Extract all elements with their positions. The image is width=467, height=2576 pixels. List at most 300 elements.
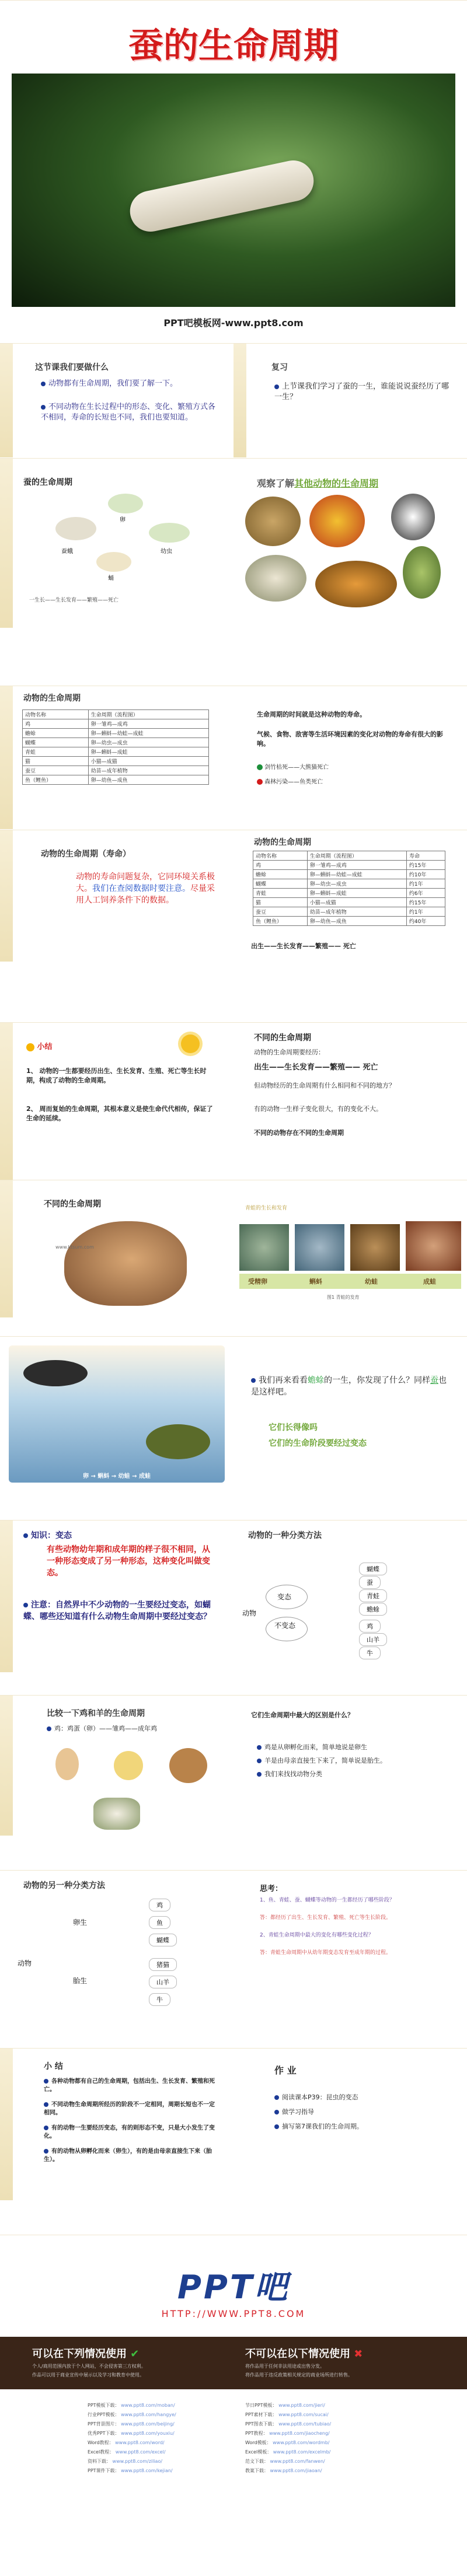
hen-photo <box>169 1748 207 1783</box>
bullet <box>257 1742 367 1752</box>
link-url[interactable]: www.ppt8.com/youxiu/ <box>121 2431 175 2436</box>
table-row <box>23 766 209 775</box>
stage-label: 成蛙 <box>139 1473 151 1480</box>
link-row <box>88 2420 234 2429</box>
sun-icon <box>181 1034 200 1053</box>
line: 动物的生命周期要经历： <box>254 1048 325 1056</box>
example-text: 剑竹枯死——大熊猫死亡 <box>264 764 329 771</box>
bullet-text: 各种动物都有自己的生命周期，包括出生、生长发育、繁殖和死亡。 <box>44 2078 215 2093</box>
figure-note: 图1 青蛙的发育 <box>327 1295 360 1300</box>
slide-title <box>257 476 378 490</box>
link-url[interactable]: www.ppt8.com/kejian/ <box>121 2468 173 2473</box>
slide-cycle-table-lifespan <box>234 830 467 962</box>
decor-strip <box>0 344 13 457</box>
link-row <box>88 2410 234 2420</box>
cycle-footer: 一生长——生长发育——繁殖——死亡 <box>29 597 119 603</box>
link-label: 行业PPT模板： <box>88 2412 120 2417</box>
example-text: 森林污染——鱼类死亡 <box>264 779 323 785</box>
bullet <box>44 2148 219 2164</box>
tree-branch: 卵生 <box>73 1918 88 1927</box>
decor-strip <box>0 686 13 829</box>
slide-lifespan-note <box>0 830 234 962</box>
table-cell: 蟾蜍 <box>253 870 308 879</box>
table-header: 寿命 <box>406 851 445 861</box>
link-url[interactable]: www.ppt8.com/excelmb/ <box>273 2449 331 2455</box>
line: 有的动物一生样子变化很大，有的变化不大。 <box>254 1105 382 1113</box>
bullet-text: 摘写第7课我们的生命周期。 <box>282 2123 363 2130</box>
slide-title: 动物的生命周期（寿命） <box>41 850 131 859</box>
link-url[interactable]: www.ppt8.com/sucai/ <box>278 2412 329 2417</box>
stage-label: 蝌蚪 <box>97 1473 110 1480</box>
stage-photo <box>406 1221 461 1271</box>
table-row <box>253 917 445 926</box>
table-cell: 约1年 <box>406 907 445 917</box>
tree-leaf: 牛 <box>149 1993 170 2006</box>
table-cell: 青蛙 <box>253 889 308 898</box>
note-body <box>76 871 216 906</box>
slide-review <box>234 343 467 457</box>
decor-strip <box>0 1023 13 1180</box>
slide-toad-question <box>234 1336 467 1491</box>
cycle-label: 幼虫 <box>161 548 172 555</box>
chick-photo <box>114 1751 143 1780</box>
table-cell: 蚕豆 <box>23 766 89 775</box>
note-text-red: 尽量采用人工饲养条件下的数据。 <box>76 884 215 905</box>
allowed-line: 个人/商用范围内放于个人网站，不会侵害第三方权利。 <box>32 2364 146 2369</box>
slide-title: 蚕的生命周期 <box>23 478 72 487</box>
link-row <box>88 2457 234 2466</box>
table-row <box>253 879 445 889</box>
stage-label: 幼蛙 <box>118 1473 130 1480</box>
link-label: Word教程： <box>88 2440 114 2445</box>
link-label: PPT教程： <box>245 2431 268 2436</box>
table-header: 动物名称 <box>253 851 308 861</box>
stage-photo <box>350 1224 400 1271</box>
link-row <box>88 2466 234 2476</box>
cycle-node-egg <box>108 494 143 513</box>
table-cell: 约15年 <box>406 898 445 907</box>
tree-branch: 变态 <box>277 1593 292 1601</box>
link-list-right <box>245 2401 391 2476</box>
ppt8-url[interactable]: HTTP://WWW.PPT8.COM <box>161 2308 306 2319</box>
link-url[interactable]: www.ppt8.com/wordmb/ <box>273 2440 330 2445</box>
bullet-text: 我们来找找动物分类 <box>264 1770 322 1778</box>
stage-caption: 蝌蚪 <box>309 1278 322 1285</box>
slide-frog-illustration <box>0 1336 234 1491</box>
link-label: PPT课件下载： <box>88 2468 120 2473</box>
link-label: PPT背景图片： <box>88 2421 120 2427</box>
bullet-text: 不同动物生命周期所经历的阶段不一定相同，周期长短也不一定相同。 <box>44 2102 215 2116</box>
link-row <box>88 2429 234 2438</box>
decor-strip <box>0 1696 13 1836</box>
bullet-text: 上节课我们学习了蚕的一生，谁能说说蚕经历了哪一生？ <box>274 382 449 401</box>
cycle-diagram <box>55 494 190 581</box>
ad-banner <box>0 2235 467 2337</box>
link-row <box>245 2420 391 2429</box>
link-row <box>88 2438 234 2448</box>
answer: 它们的生命阶段要经过变态 <box>269 1439 367 1448</box>
bullet-text: 阅读课本P39：昆虫的变态 <box>282 2093 358 2101</box>
link-label: PPT图表下载： <box>245 2421 277 2427</box>
stage-caption: 幼蛙 <box>365 1278 378 1285</box>
decor-strip <box>0 2049 13 2200</box>
tree-leaf: 牛 <box>359 1647 381 1659</box>
title-prefix: 观察了解 <box>257 478 295 489</box>
question-text: 我们再来看看 <box>259 1376 308 1385</box>
table-row <box>23 747 209 757</box>
tree-leaf: 蟾蜍 <box>359 1603 387 1616</box>
table-row <box>23 719 209 729</box>
cycle-node-larva <box>149 523 190 543</box>
slide-title: 动物的另一种分类方法 <box>23 1881 105 1890</box>
table-cell: 蚕豆 <box>253 907 308 917</box>
table-cell: 鱼（鲤鱼） <box>253 917 308 926</box>
table-cell: 小猫—成猫 <box>307 898 406 907</box>
bullet <box>44 2078 219 2094</box>
bullet <box>274 2092 358 2102</box>
animal-photo-flower <box>309 495 365 547</box>
table-cell: 卵—蝌蚪—成蛙 <box>307 889 406 898</box>
slide-title: 比较一下鸡和羊的生命周期 <box>47 1709 145 1718</box>
bullet <box>44 2124 219 2141</box>
link-url[interactable]: www.ppt8.com/tubiao/ <box>278 2421 332 2427</box>
decor-strip <box>234 344 246 457</box>
table-cell: 鸡 <box>23 719 89 729</box>
slide-title: 作 业 <box>274 2065 297 2076</box>
stage-photo <box>239 1224 289 1271</box>
table-cell: 约40年 <box>406 917 445 926</box>
answer: 答：都经历了出生、生长发育、繁殖、死亡等生长阶段。 <box>260 1915 392 1921</box>
summary-item: 1、 动物的一生都要经历出生、生长发育、生殖、死亡等生长时期，构成了动物的生命周期。 <box>26 1067 207 1084</box>
link-label: PPT素材下载： <box>245 2412 277 2417</box>
line: 出生——生长发育——繁殖—— 死亡 <box>254 1063 378 1072</box>
table-cell: 卵一雏鸡—成鸡 <box>307 861 406 870</box>
cycle-node-moth <box>55 517 96 540</box>
slide-difference <box>234 1695 467 1836</box>
stage-caption: 成蛙 <box>423 1278 436 1285</box>
tree-root: 动物 <box>242 1609 257 1617</box>
slide-title: 青蛙的生长和发育 <box>245 1205 288 1211</box>
slide-metamorphosis <box>0 1520 234 1672</box>
link-row <box>88 2401 234 2410</box>
table-header-row <box>23 710 209 719</box>
answer: 它们长得像吗 <box>269 1423 318 1432</box>
slide-lesson-goals <box>0 343 234 457</box>
allowed-title-text: 可以在下列情况使用 <box>32 2348 127 2360</box>
slide-summary-1 <box>0 1022 234 1180</box>
note-text-red: 动物的寿命问题复杂，它同环境关系极大。 <box>76 872 215 893</box>
license-footer <box>0 2337 467 2512</box>
slide-homework <box>234 2048 467 2200</box>
cycle-footer: 出生——生长发育——繁殖—— 死亡 <box>251 942 356 950</box>
denied-line: 将作品用于任何非法用途或出售分发。 <box>245 2364 325 2369</box>
slide-title: 复习 <box>271 363 288 372</box>
link-url[interactable]: www.ppt8.com/jiaoan/ <box>270 2468 322 2473</box>
tree-leaf: 猪猫 <box>149 1958 177 1971</box>
table-cell: 约10年 <box>406 870 445 879</box>
table-row <box>253 870 445 879</box>
link-row <box>245 2429 391 2438</box>
frog-egg-mass <box>23 1360 88 1386</box>
bullet-text: 动物都有生命周期，我们要了解一下。 <box>48 379 178 388</box>
lifespan-table <box>253 851 445 926</box>
table-row <box>253 898 445 907</box>
decor-strip <box>0 1521 13 1672</box>
table-cell: 卵—幼鱼—成鱼 <box>307 917 406 926</box>
bullet <box>47 1724 157 1733</box>
question <box>251 1375 449 1398</box>
table-cell: 卵—幼虫—成虫 <box>88 738 208 747</box>
question-text: 也是这样吧。 <box>251 1376 447 1397</box>
note-text: 注意：自然界中不少动物的一生要经过变态，如蝴蝶、哪些还知道有什么动物生命周期中要经过变态？ <box>23 1600 211 1621</box>
slide-cycle-table <box>0 686 234 829</box>
table-cell: 约1年 <box>406 879 445 889</box>
animal-photo-sheep <box>245 555 306 602</box>
table-cell: 蟾蜍 <box>23 729 89 738</box>
slide-classification-1 <box>234 1520 467 1672</box>
cover-title: 蚕的生命周期 <box>128 26 339 67</box>
summary-item: 2、 周而复始的生命周期，其根本意义是使生命代代相传，保证了生命的延续。 <box>26 1105 213 1122</box>
link-url[interactable]: www.ppt8.com/word/ <box>115 2440 165 2445</box>
slide-different-cycles <box>234 1022 467 1180</box>
line: 不同的动物存在不同的生命周期 <box>254 1129 344 1137</box>
tree-leaf: 鸡 <box>149 1899 170 1911</box>
animal-photo-birds <box>245 497 301 546</box>
slide-title: 这节课我们要做什么 <box>35 363 109 372</box>
question: 1、鱼、青蛙、蚕、蝴蝶等动物的一生都经历了哪些阶段？ <box>260 1897 395 1903</box>
allowed-line: 作品可以用于商业宣传中展示以及学习和教育中使用。 <box>32 2372 144 2378</box>
note-text-blue: 我们在查阅数据时要注意。 <box>92 884 190 893</box>
allowed-title <box>32 2346 139 2361</box>
bullet-text: 鸡是从卵孵化而来，简单地说是卵生 <box>264 1743 367 1751</box>
bullet <box>41 379 222 389</box>
bullet-icon <box>257 764 263 770</box>
slide-thinking <box>234 1870 467 2022</box>
table-cell: 卵—蝌蚪—幼蛙—成蛙 <box>307 870 406 879</box>
bullet <box>274 382 449 403</box>
link-label: 节日PPT模板： <box>245 2403 277 2408</box>
tree-leaf: 蚕 <box>359 1576 381 1589</box>
link-url[interactable]: www.ppt8.com/fanwen/ <box>270 2459 325 2464</box>
example-line <box>257 762 329 771</box>
note <box>23 1599 216 1623</box>
table-cell: 幼苗—成年植物 <box>307 907 406 917</box>
question-highlight: 蟾蜍 <box>308 1376 324 1385</box>
stage-caption: 受精卵 <box>248 1278 267 1285</box>
cover-slide <box>0 0 467 342</box>
slide-other-animals <box>234 458 467 628</box>
definition: 有些动物幼年期和成年期的样子很不相同，从一种形态变成了另一种形态，这种变化叫做变态。 <box>47 1545 210 1578</box>
link-row <box>88 2448 234 2457</box>
cover-site: PPT吧模板网-www.ppt8.com <box>163 317 304 328</box>
table-row <box>23 738 209 747</box>
table-cell: 约6年 <box>406 889 445 898</box>
cycle-label: 蚕蛾 <box>61 548 73 555</box>
link-row <box>245 2401 391 2410</box>
tree-leaf: 鱼 <box>149 1916 170 1929</box>
decor-strip <box>0 830 13 962</box>
link-url[interactable]: www.ppt8.com/beijing/ <box>121 2421 175 2427</box>
slide-title-text: 知识：变态 <box>31 1531 72 1540</box>
egg-photo <box>55 1748 79 1780</box>
slide-title: 它们生命周期中最大的区别是什么？ <box>251 1711 354 1719</box>
sheep-photo <box>93 1798 140 1830</box>
question-text: 的一生，你发现了什么？同样 <box>324 1376 430 1385</box>
table-cell: 蝴蝶 <box>253 879 308 889</box>
bullet-icon <box>257 779 263 785</box>
bullet-text: 有的动物从卵孵化而来（卵生），有的是由母亲直接生下来（胎生）。 <box>44 2148 212 2163</box>
link-label: 教案下载： <box>245 2468 269 2473</box>
link-row <box>245 2457 391 2466</box>
link-list-left <box>88 2401 234 2476</box>
table-cell: 幼苗—成年植物 <box>88 766 208 775</box>
bullet-text: 鸡：鸡蛋（卵）——雏鸡——成年鸡 <box>54 1725 157 1732</box>
question-link[interactable]: 蚕 <box>430 1376 438 1385</box>
slide-title: 小 结 <box>44 2062 63 2071</box>
frog-photo <box>64 1221 187 1306</box>
photo-caption: www.ktsum.com <box>55 1245 94 1250</box>
table-cell: 蝴蝶 <box>23 738 89 747</box>
decor-strip <box>0 459 13 628</box>
link-url[interactable]: www.ppt8.com/jiaocheng/ <box>269 2431 330 2436</box>
line: 但动物经历的生命周期有什么相同和不同的地方？ <box>254 1082 395 1089</box>
animal-photo-bird <box>403 546 441 599</box>
slide-summary-2 <box>0 2048 234 2200</box>
bullet <box>44 2101 219 2117</box>
slide-frog-photo <box>0 1180 234 1317</box>
summary-badge <box>26 1040 53 1051</box>
link-url[interactable]: www.ppt8.com/jieri/ <box>278 2403 325 2408</box>
slide-title: 动物的一种分类方法 <box>248 1531 322 1540</box>
slide-title: 思考： <box>260 1885 283 1893</box>
slide-title: 不同的生命周期 <box>254 1033 311 1043</box>
title-link[interactable]: 其他动物的生命周期 <box>294 478 379 489</box>
slide-title: 动物的生命周期 <box>23 694 81 703</box>
table-cell: 卵—蝌蚪—幼蛙—成蛙 <box>88 729 208 738</box>
cross-icon: ✖ <box>354 2348 363 2360</box>
table-row <box>23 757 209 766</box>
link-row <box>245 2410 391 2420</box>
stage-label: 卵 <box>82 1473 89 1480</box>
link-url[interactable]: www.ppt8.com/moban/ <box>121 2403 175 2408</box>
table-cell: 青蛙 <box>23 747 89 757</box>
link-row <box>245 2448 391 2457</box>
slide-silkworm-cycle <box>0 458 234 628</box>
link-label: 范文下载： <box>245 2459 269 2464</box>
tree-root: 动物 <box>18 1959 32 1967</box>
table-cell: 卵一雏鸡—成鸡 <box>88 719 208 729</box>
table-cell: 卵—幼鱼—成鱼 <box>88 775 208 785</box>
animal-photo-panda <box>391 494 435 540</box>
link-label: PPT模板下载： <box>88 2403 120 2408</box>
bullet <box>257 1769 322 1778</box>
denied-line: 将作品用于违反政策相关规定的商业场所进行转售。 <box>245 2372 353 2378</box>
bullet <box>274 2121 363 2131</box>
link-row <box>245 2438 391 2448</box>
decor-strip <box>0 1180 13 1317</box>
slide-compare <box>0 1695 234 1836</box>
denied-title <box>245 2346 363 2361</box>
stage-flow: 卵 → 蝌蚪 → 幼蛙 → 成蛙 <box>82 1473 151 1480</box>
link-url[interactable]: www.ppt8.com/hangye/ <box>121 2412 176 2417</box>
table-header-row <box>253 851 445 861</box>
slide-lifespan <box>234 686 467 829</box>
bullet <box>41 402 222 423</box>
table-row <box>253 889 445 898</box>
bullet <box>274 2107 314 2116</box>
slide-title: 动物的生命周期 <box>254 838 311 847</box>
tree-leaf: 山羊 <box>149 1976 177 1988</box>
table-row <box>253 861 445 870</box>
tree-leaf: 鸡 <box>359 1620 381 1633</box>
table-cell: 猫 <box>23 757 89 766</box>
tree-branch: 不变态 <box>274 1621 296 1630</box>
bullet-text: 羊是由母亲直接生下来了，简单说是胎生。 <box>264 1757 386 1764</box>
cycle-label: 蛹 <box>108 575 114 582</box>
bullet-text: 有的动物一生要经历变态，有的则形态不变，只是大小发生了变化。 <box>44 2125 215 2140</box>
denied-title-text: 不可以在以下情况使用 <box>245 2348 350 2360</box>
frog-adult <box>146 1424 210 1459</box>
slide-title: 不同的生命周期 <box>44 1200 101 1209</box>
bullet-text: 不同动物在生长过程中的形态、变化、繁殖方式各不相同，寿命的长短也不同，我们也要知道。 <box>41 403 216 422</box>
stage-photo <box>295 1224 344 1271</box>
example-line <box>257 777 323 785</box>
link-label: 优秀PPT下载： <box>88 2431 120 2436</box>
cycle-label: 卵 <box>120 517 126 523</box>
table-cell: 鱼（鲤鱼） <box>23 775 89 785</box>
tree-leaf: 蝴蝶 <box>359 1563 387 1575</box>
link-label: 资料下载： <box>88 2459 111 2464</box>
tree-leaf: 蝴蝶 <box>149 1934 177 1946</box>
line: 生命周期的时间就是这种动物的寿命。 <box>257 711 366 718</box>
slide-title <box>23 1529 72 1541</box>
link-url[interactable]: www.ppt8.com/ziliao/ <box>112 2459 163 2464</box>
star-icon <box>26 1043 34 1051</box>
tree-leaf: 山羊 <box>359 1633 387 1646</box>
table-row <box>253 907 445 917</box>
table-row <box>23 729 209 738</box>
line: 气候、食物、敌害等生活环境因素的变化对动物的寿命有很大的影响。 <box>257 730 443 747</box>
link-url[interactable]: www.ppt8.com/excel/ <box>115 2449 166 2455</box>
table-cell: 小猫—成猫 <box>88 757 208 766</box>
ppt8-logo[interactable]: PPT吧 <box>177 2269 290 2306</box>
check-icon: ✔ <box>130 2348 140 2360</box>
cycle-node-pupa <box>96 552 131 572</box>
table-cell: 鸡 <box>253 861 308 870</box>
table-header: 动物名称 <box>23 710 89 719</box>
table-cell: 卵—幼虫—成虫 <box>307 879 406 889</box>
table-cell: 猫 <box>253 898 308 907</box>
bullet-text: 做学习指导 <box>282 2108 314 2116</box>
link-row <box>245 2466 391 2476</box>
table-cell: 约15年 <box>406 861 445 870</box>
answer: 答：青蛙生命周期中从幼年期变态发育至成年期的过程。 <box>260 1950 392 1956</box>
link-label: Excel模板： <box>245 2449 272 2455</box>
slide-frog-development <box>234 1180 467 1317</box>
cycle-table <box>22 709 209 785</box>
bullet <box>257 1756 386 1765</box>
summary-title: 小结 <box>37 1043 53 1051</box>
table-row <box>23 775 209 785</box>
animal-photo-tiger <box>315 561 397 607</box>
slide-classification-2 <box>0 1870 234 2022</box>
table-header: 生命周期（流程图） <box>88 710 208 719</box>
table-header: 生命周期（流程图） <box>307 851 406 861</box>
table-cell: 卵—蝌蚪—成蛙 <box>88 747 208 757</box>
tree-branch: 胎生 <box>73 1977 88 1985</box>
tree-leaf: 青蛙 <box>359 1589 387 1602</box>
link-label: Word模板： <box>245 2440 271 2445</box>
